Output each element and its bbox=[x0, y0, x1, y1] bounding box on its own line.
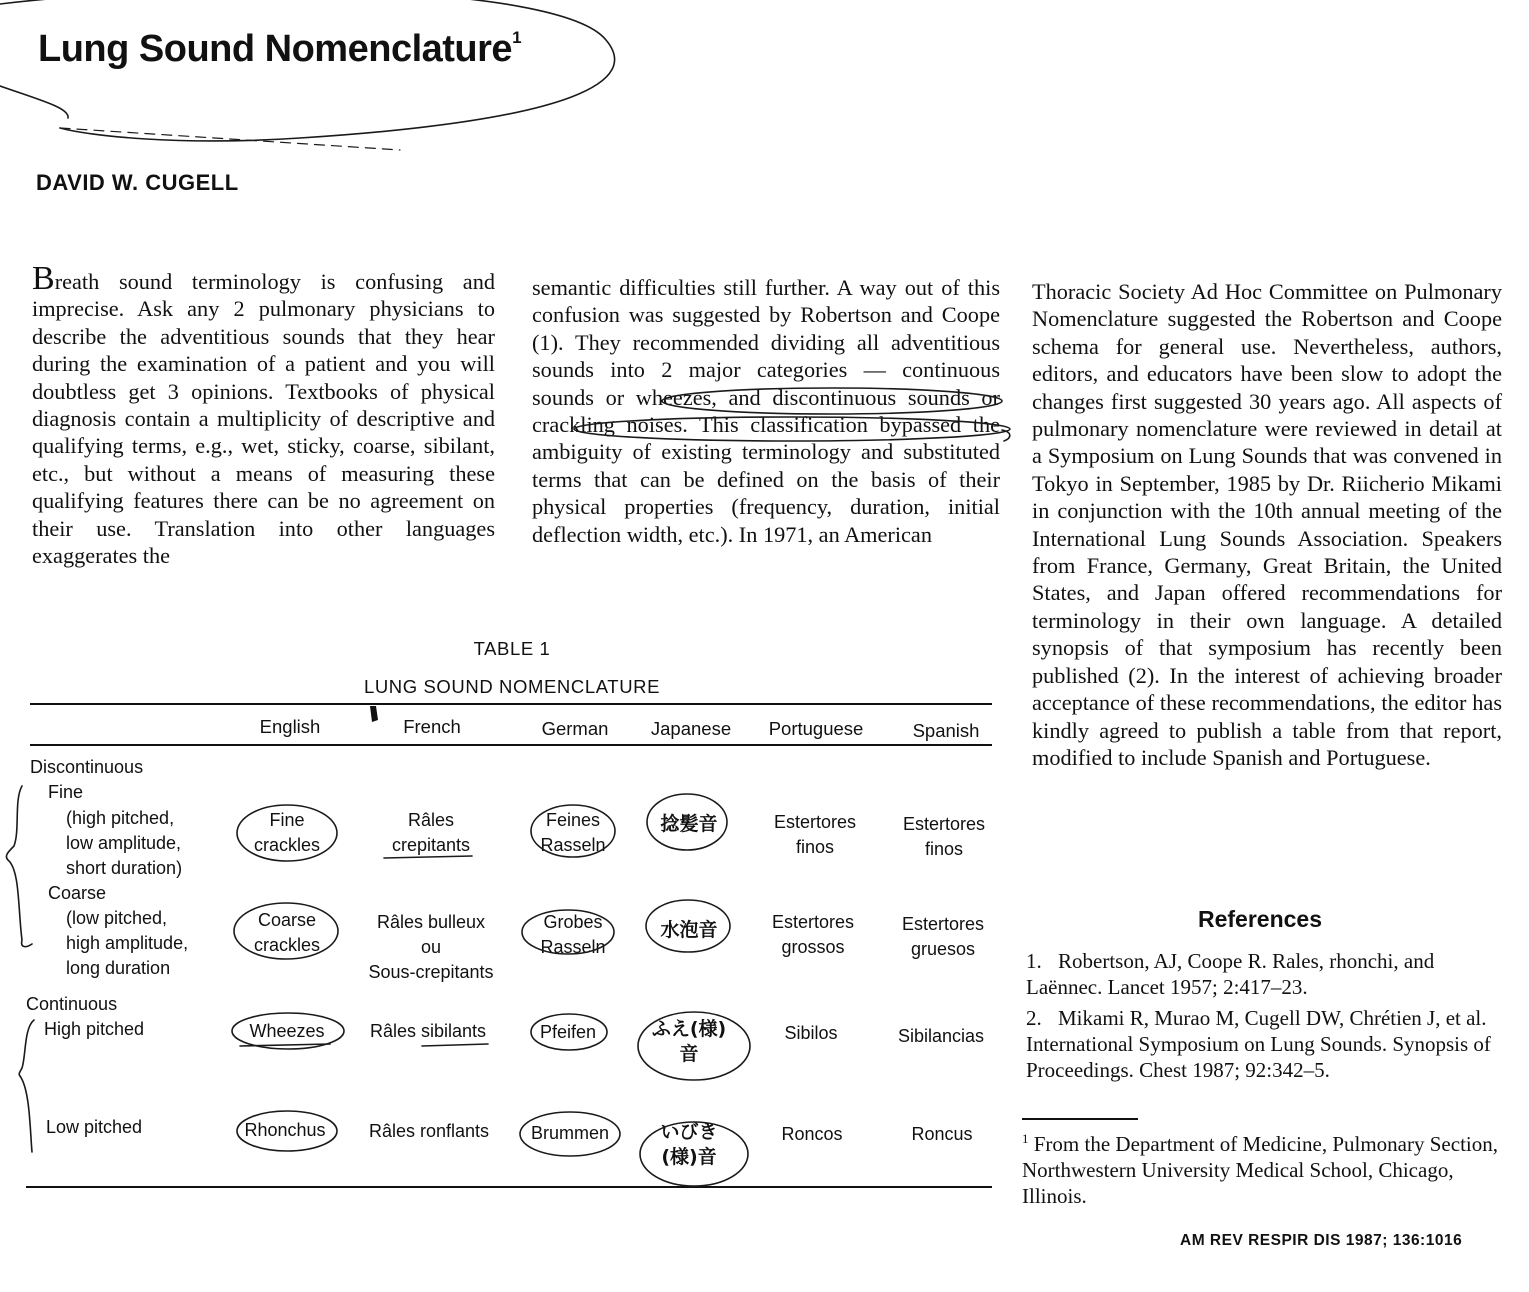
cell-portuguese-low: Roncos bbox=[781, 1124, 843, 1144]
table-label: TABLE 1 bbox=[473, 638, 551, 659]
row-label-fine-detail: (high pitched, bbox=[66, 808, 175, 828]
group-label-continuous: Continuous bbox=[26, 994, 118, 1014]
header-english: English bbox=[259, 716, 321, 737]
cell-english-coarse: Coarse crackles bbox=[253, 910, 320, 955]
cell-german-high: Pfeifen bbox=[539, 1022, 597, 1042]
title-footnote-mark: 1 bbox=[512, 28, 522, 48]
cell-japanese-coarse: 水泡音 bbox=[660, 919, 718, 941]
article-title bbox=[38, 28, 521, 71]
references-heading: References bbox=[1197, 906, 1323, 932]
table-caption: LUNG SOUND NOMENCLATURE bbox=[363, 676, 661, 697]
cell-french-fine: Râles crepitants bbox=[391, 810, 471, 855]
header-french: French bbox=[403, 716, 461, 737]
cell-german-fine: Feines Rasseln bbox=[540, 810, 606, 855]
cell-spanish-high: Sibilancias bbox=[897, 1026, 985, 1046]
cell-portuguese-fine: Estertores finos bbox=[773, 812, 857, 857]
body-column-3: Thoracic Society Ad Hoc Committee on Pulmonary Nomenclature suggested the Robertson and Coope schema for general use. Nevertheless, authors, editors, and educators have been slow to adopt the changes first suggested 30 years ago. All aspects of pulmonary nomenclature were reviewed in detail at a Symposium on Lung Sounds that was convened in Tokyo in September, 1985 by Dr. Riicherio Mikami in conjunction with the 10th annual meeting of the International Lung Sounds Association. Speakers from France, Germany, Great Britain, the United States, and Japan offered recommendations for terminology in their own language. A detailed synopsis of that symposium has recently been published (2). In the interest of achieving broader acceptance of these recommendations, the editor has kindly agreed to publish a table from that report, modified to include Spanish and Portuguese. bbox=[1032, 279, 1502, 770]
cell-japanese-fine: 捻髪音 bbox=[660, 813, 718, 835]
footnote: $^1$ From the Department of Medicine, Pulmonary Section, Northwestern University Medical School, Chicago, Illinois. bbox=[1022, 1131, 1498, 1208]
body-column-2: semantic difficulties still further. A way out of this confusion was suggested by Robertson and Coope (1). They recommended dividing all adventitious sounds into 2 major categories — continuous sounds or wheezes, and discontinuous sounds or crackling noises. This classification bypassed the ambiguity of existing terminology and substituted terms that can be defined on the basis of their physical properties (frequency, duration, initial deflection width, etc.). In 1971, an American bbox=[532, 275, 1000, 547]
cell-spanish-low: Roncus bbox=[911, 1124, 973, 1144]
discontinuous-brace-mark bbox=[6, 786, 32, 947]
cell-portuguese-coarse: Estertores grossos bbox=[771, 912, 855, 957]
col1-text: reath sound terminology is confusing and imprecise. Ask any 2 pulmonary physicians to describe the adventitious sounds that they hear during the examination of a patient and you will doubtless get 3 opinions. Textbooks of physical diagnosis contain a multiplicity of descriptive and qualifying terms, e.g., wet, sticky, coarse, sibilant, etc., but without a means of measuring these qualifying features there can be no agreement on their use. Translation into other languages exaggerates the bbox=[32, 269, 495, 569]
reference-item: 2. Mikami R, Murao M, Cugell DW, Chrétien J, et al. International Symposium on Lung Sounds. Synopsis of Proceedings. Chest 1987; 92:342–5. bbox=[1026, 1006, 1491, 1082]
title-text: Lung Sound Nomenclature bbox=[38, 28, 513, 70]
cell-german-coarse: Grobes Rasseln bbox=[540, 912, 606, 957]
cell-english-high: Wheezes bbox=[249, 1021, 325, 1041]
row-label-fine: Fine bbox=[48, 782, 84, 802]
crackling-tail-mark bbox=[1002, 430, 1010, 441]
cell-french-high: Râles sibilants bbox=[369, 1021, 487, 1041]
table-header-rule bbox=[30, 744, 992, 746]
row-label-coarse-detail: long duration bbox=[66, 958, 171, 978]
header-japanese: Japanese bbox=[650, 718, 732, 739]
author-name: DAVID W. CUGELL bbox=[36, 170, 239, 195]
reference-item: 1. Robertson, AJ, Coope R. Rales, rhonchi, and Laënnec. Lancet 1957; 2:417–23. bbox=[1026, 949, 1435, 999]
row-label-coarse-detail: high amplitude, bbox=[66, 933, 189, 953]
cell-german-low: Brummen bbox=[530, 1123, 610, 1143]
row-label-coarse: Coarse bbox=[48, 883, 107, 903]
table-bottom-rule bbox=[26, 1186, 992, 1188]
row-label-low-pitched: Low pitched bbox=[46, 1117, 143, 1137]
cell-japanese-low: いびき (様)音 bbox=[660, 1121, 718, 1168]
wheezes-underline-mark bbox=[240, 1044, 330, 1046]
cell-japanese-high: ふえ(様) 音 bbox=[651, 1018, 727, 1065]
group-label-discontinuous: Discontinuous bbox=[30, 757, 144, 777]
cell-spanish-fine: Estertores finos bbox=[902, 814, 986, 859]
continuous-brace-mark bbox=[19, 1020, 34, 1152]
cell-english-low: Rhonchus bbox=[244, 1120, 326, 1140]
journal-reference: AM REV RESPIR DIS 1987; 136:1016 bbox=[1180, 1232, 1463, 1249]
cell-french-coarse: Râles bulleux ou Sous-crepitants bbox=[368, 912, 494, 982]
body-column-1 bbox=[32, 260, 495, 569]
header-spanish: Spanish bbox=[912, 720, 980, 741]
title-dashed-mark bbox=[60, 128, 400, 150]
row-label-fine-detail: short duration) bbox=[66, 858, 183, 878]
drop-cap: B bbox=[32, 260, 55, 297]
header-german: German bbox=[541, 718, 609, 739]
cell-portuguese-high: Sibilos bbox=[784, 1023, 838, 1043]
header-portuguese: Portuguese bbox=[768, 718, 864, 739]
row-label-coarse-detail: (low pitched, bbox=[66, 908, 168, 928]
cell-english-fine: Fine crackles bbox=[253, 810, 320, 855]
sibilants-underline-mark bbox=[422, 1044, 488, 1046]
row-label-high-pitched: High pitched bbox=[44, 1019, 145, 1039]
cell-french-low: Râles ronflants bbox=[368, 1121, 490, 1141]
footnote-rule bbox=[1022, 1118, 1138, 1120]
row-label-fine-detail: low amplitude, bbox=[66, 833, 182, 853]
table-top-rule bbox=[30, 703, 992, 705]
cell-spanish-coarse: Estertores gruesos bbox=[901, 914, 985, 959]
